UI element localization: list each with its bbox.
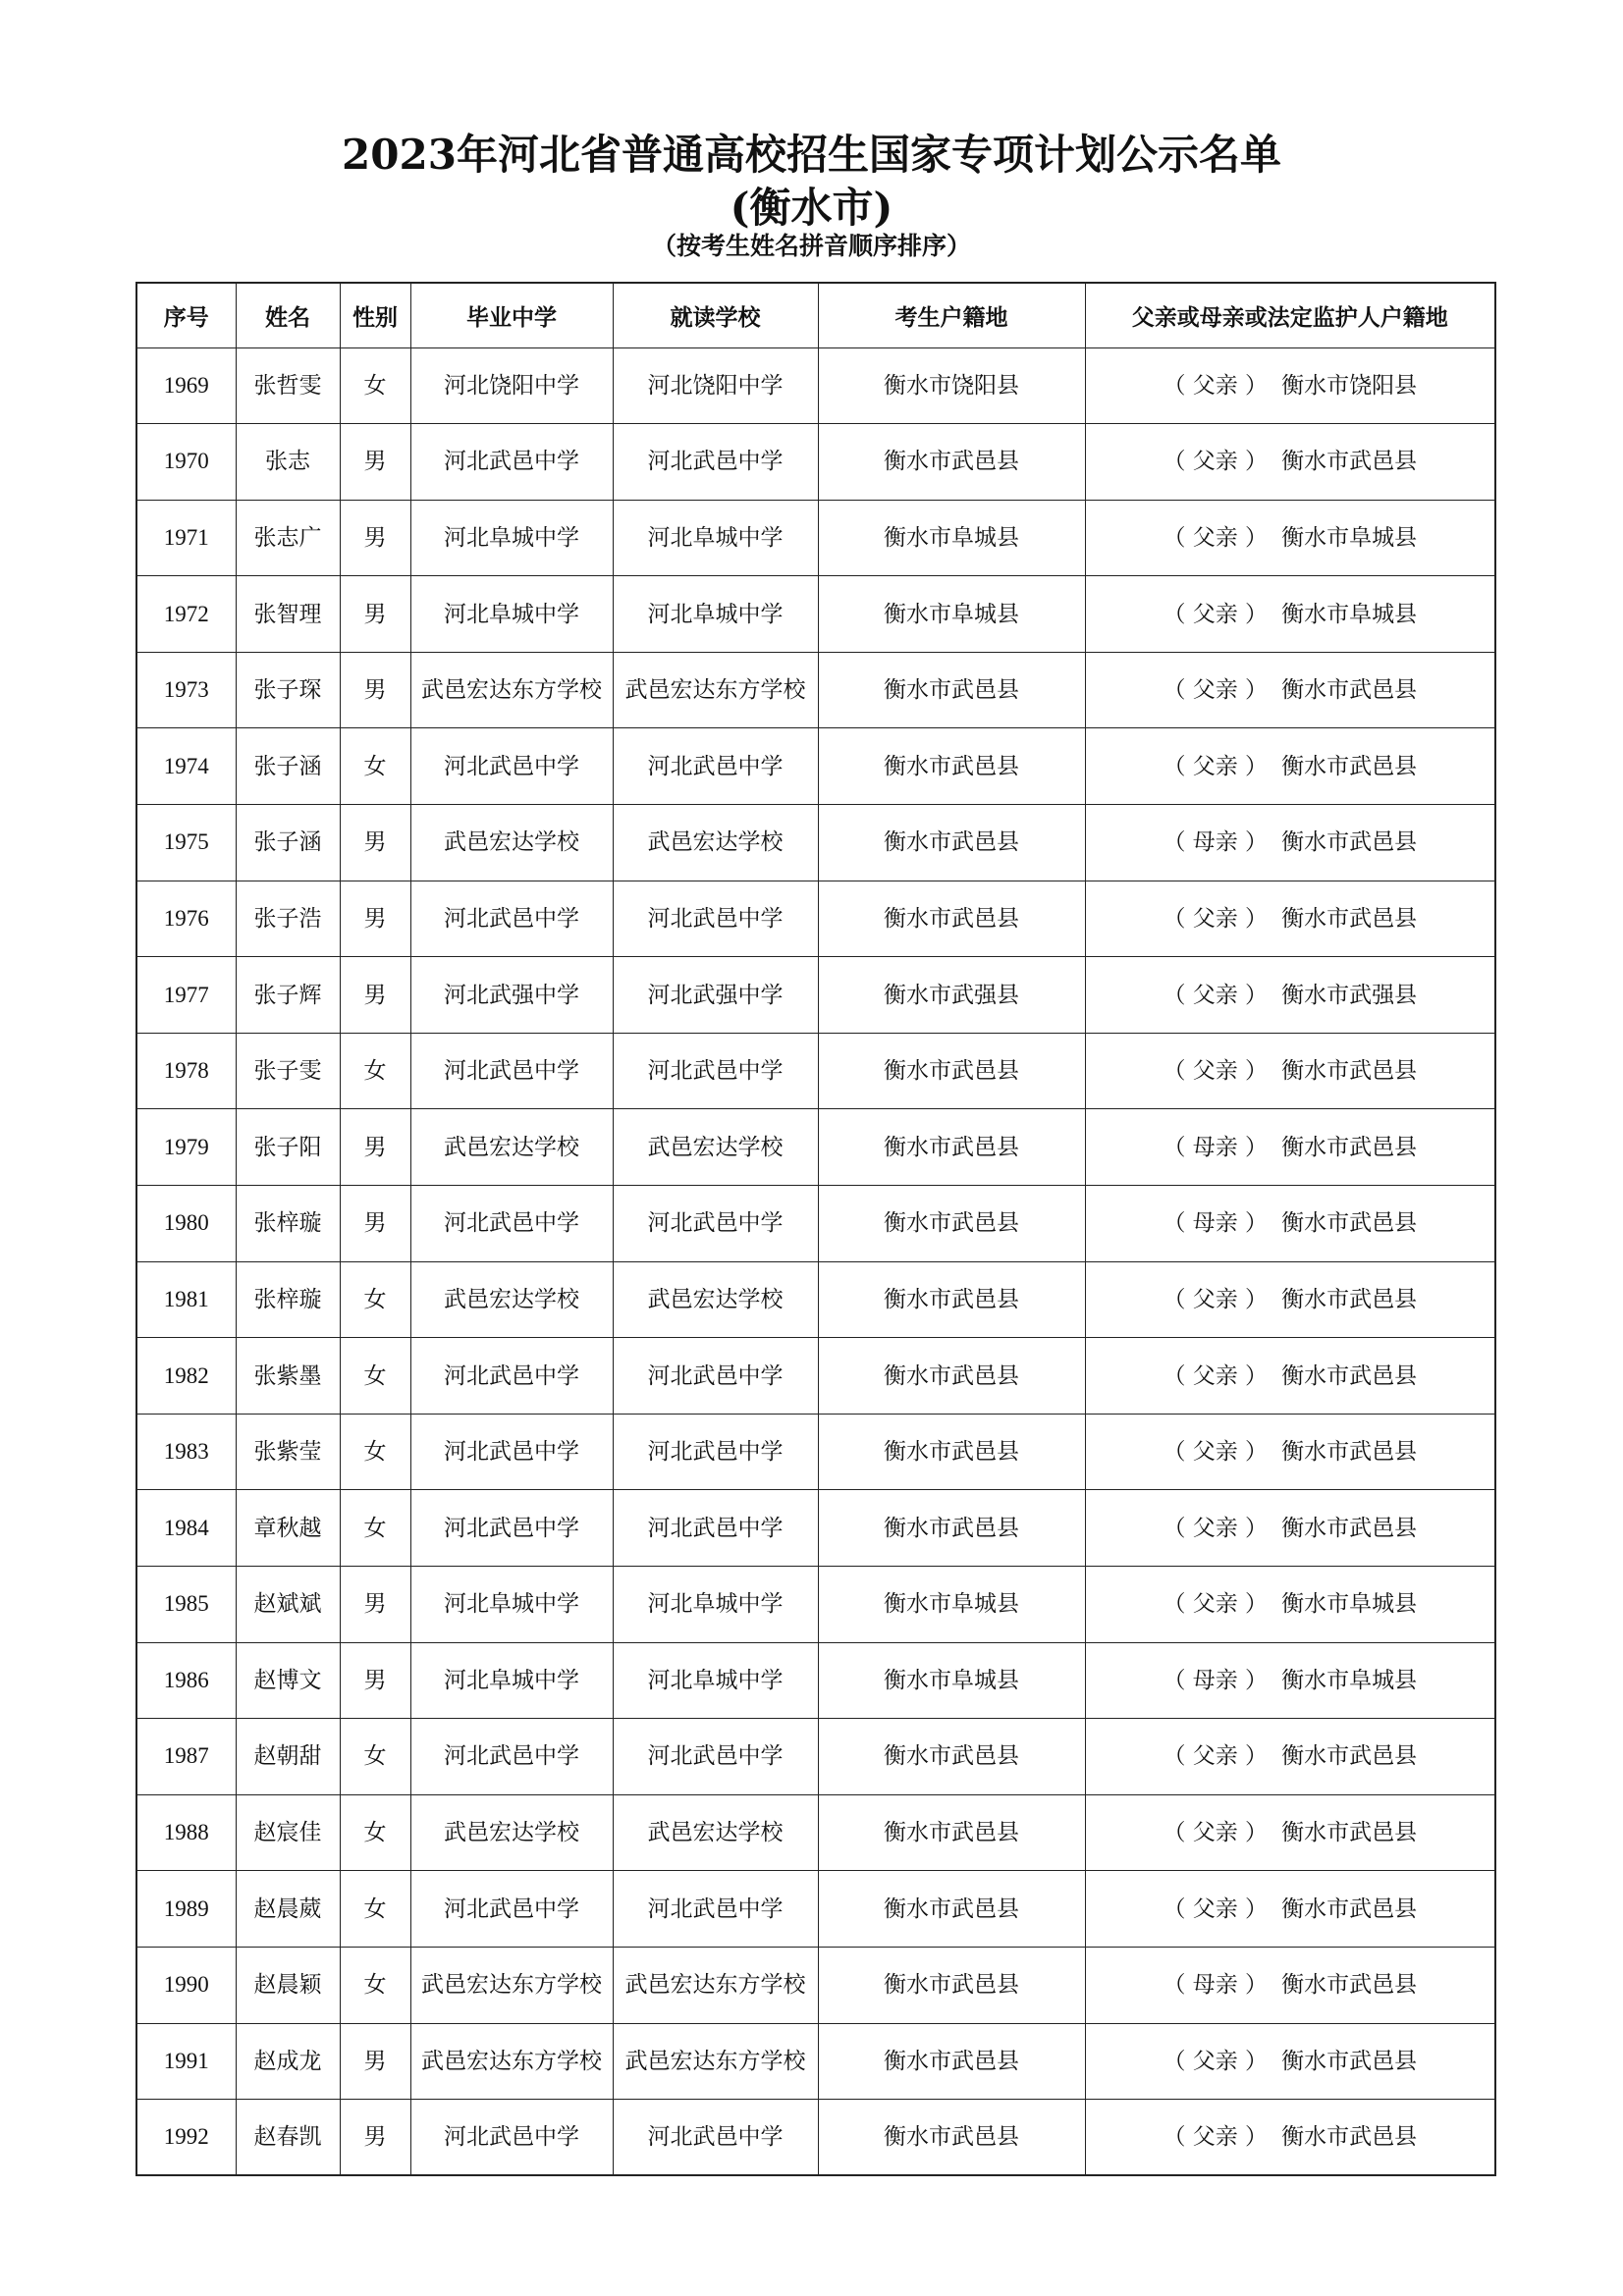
parent-residence-text: 衡水市武邑县 — [1281, 1134, 1418, 1160]
table-row — [136, 576, 1495, 653]
table-row — [136, 1033, 1495, 1109]
cell-gender: 男 — [340, 1109, 410, 1186]
cell-grad-school: 河北武强中学 — [410, 957, 613, 1034]
table-row — [136, 1109, 1495, 1186]
cell-parent-residence — [1085, 1567, 1495, 1643]
cell-residence: 衡水市武邑县 — [818, 2023, 1085, 2100]
cell-study-school: 河北武邑中学 — [613, 1871, 818, 1948]
cell-name: 张子涵 — [236, 728, 340, 805]
cell-parent-residence — [1085, 1414, 1495, 1490]
cell-study-school: 武邑宏达学校 — [613, 1261, 818, 1338]
cell-gender: 男 — [340, 500, 410, 576]
cell-gender: 男 — [340, 2100, 410, 2176]
parent-residence-text: 衡水市阜城县 — [1281, 524, 1418, 551]
document-sort-note: （按考生姓名拼音顺序排序） — [651, 232, 971, 260]
cell-seq: 1987 — [136, 1719, 236, 1795]
parent-relation: （ 父亲 ） — [1163, 2048, 1269, 2074]
cell-study-school: 武邑宏达东方学校 — [613, 2023, 818, 2100]
parent-relation: （ 父亲 ） — [1163, 905, 1269, 932]
table-row — [136, 1261, 1495, 1338]
cell-gender: 女 — [340, 347, 410, 424]
cell-gender: 女 — [340, 1033, 410, 1109]
cell-gender: 男 — [340, 805, 410, 881]
cell-gender: 男 — [340, 576, 410, 653]
parent-relation: （ 父亲 ） — [1163, 1058, 1269, 1085]
cell-seq: 1988 — [136, 1794, 236, 1871]
parent-relation: （ 父亲 ） — [1163, 524, 1269, 551]
table-row — [136, 1642, 1495, 1719]
table-row — [136, 2100, 1495, 2176]
parent-relation: （ 父亲 ） — [1163, 2124, 1269, 2151]
table-row — [136, 347, 1495, 424]
cell-grad-school: 河北武邑中学 — [410, 728, 613, 805]
parent-relation: （ 母亲 ） — [1163, 1667, 1269, 1693]
cell-grad-school: 河北武邑中学 — [410, 881, 613, 957]
cell-residence: 衡水市武邑县 — [818, 805, 1085, 881]
cell-name: 赵朝甜 — [236, 1719, 340, 1795]
parent-residence-text: 衡水市武邑县 — [1281, 1896, 1418, 1922]
table-row — [136, 1719, 1495, 1795]
cell-parent-residence — [1085, 728, 1495, 805]
header-gender: 性别 — [340, 283, 410, 347]
cell-name: 章秋越 — [236, 1490, 340, 1567]
cell-parent-residence — [1085, 1186, 1495, 1262]
cell-seq: 1990 — [136, 1947, 236, 2023]
cell-gender: 男 — [340, 957, 410, 1034]
table-row — [136, 1567, 1495, 1643]
cell-grad-school: 河北武邑中学 — [410, 424, 613, 501]
header-study-school: 就读学校 — [613, 283, 818, 347]
parent-residence-text: 衡水市武邑县 — [1281, 1515, 1418, 1541]
cell-name: 张子琛 — [236, 652, 340, 728]
cell-parent-residence — [1085, 424, 1495, 501]
parent-residence-text: 衡水市阜城县 — [1281, 1667, 1418, 1693]
cell-study-school: 河北武邑中学 — [613, 1186, 818, 1262]
cell-residence: 衡水市武强县 — [818, 957, 1085, 1034]
cell-gender: 男 — [340, 1186, 410, 1262]
table-row — [136, 1794, 1495, 1871]
cell-grad-school: 武邑宏达学校 — [410, 1109, 613, 1186]
cell-residence: 衡水市阜城县 — [818, 576, 1085, 653]
cell-name: 张哲雯 — [236, 347, 340, 424]
cell-gender: 男 — [340, 2023, 410, 2100]
parent-residence-text: 衡水市饶阳县 — [1281, 372, 1418, 399]
table-row — [136, 2023, 1495, 2100]
cell-name: 赵晨葳 — [236, 1871, 340, 1948]
cell-parent-residence — [1085, 1338, 1495, 1415]
cell-name: 赵成龙 — [236, 2023, 340, 2100]
cell-residence: 衡水市武邑县 — [818, 1109, 1085, 1186]
cell-residence: 衡水市武邑县 — [818, 2100, 1085, 2176]
cell-grad-school: 河北饶阳中学 — [410, 347, 613, 424]
table-header-row — [136, 283, 1495, 347]
cell-name: 张梓璇 — [236, 1261, 340, 1338]
parent-relation: （ 父亲 ） — [1163, 1515, 1269, 1541]
cell-residence: 衡水市武邑县 — [818, 881, 1085, 957]
cell-name: 张子浩 — [236, 881, 340, 957]
parent-relation: （ 父亲 ） — [1163, 982, 1269, 1008]
cell-gender: 男 — [340, 881, 410, 957]
cell-seq: 1976 — [136, 881, 236, 957]
parent-relation: （ 父亲 ） — [1163, 601, 1269, 627]
cell-parent-residence — [1085, 2023, 1495, 2100]
parent-relation: （ 父亲 ） — [1163, 1591, 1269, 1618]
document-subtitle-city: (衡水市) — [730, 184, 893, 232]
cell-seq: 1981 — [136, 1261, 236, 1338]
cell-grad-school: 武邑宏达学校 — [410, 1794, 613, 1871]
cell-gender: 女 — [340, 1414, 410, 1490]
cell-study-school: 河北饶阳中学 — [613, 347, 818, 424]
parent-residence-text: 衡水市武邑县 — [1281, 1286, 1418, 1312]
cell-seq: 1982 — [136, 1338, 236, 1415]
cell-residence: 衡水市武邑县 — [818, 1490, 1085, 1567]
cell-residence: 衡水市武邑县 — [818, 1947, 1085, 2023]
cell-grad-school: 河北武邑中学 — [410, 1490, 613, 1567]
cell-parent-residence — [1085, 957, 1495, 1034]
cell-seq: 1986 — [136, 1642, 236, 1719]
parent-relation: （ 父亲 ） — [1163, 1439, 1269, 1466]
cell-gender: 男 — [340, 652, 410, 728]
cell-parent-residence — [1085, 1719, 1495, 1795]
table-row — [136, 805, 1495, 881]
parent-residence-text: 衡水市阜城县 — [1281, 1591, 1418, 1618]
table-row — [136, 1947, 1495, 2023]
table-row — [136, 1414, 1495, 1490]
cell-gender: 男 — [340, 1567, 410, 1643]
cell-study-school: 河北阜城中学 — [613, 1642, 818, 1719]
cell-parent-residence — [1085, 576, 1495, 653]
parent-relation: （ 父亲 ） — [1163, 1820, 1269, 1846]
header-parent-residence: 父亲或母亲或法定监护人户籍地 — [1085, 283, 1495, 347]
cell-gender: 男 — [340, 424, 410, 501]
parent-residence-text: 衡水市武邑县 — [1281, 2048, 1418, 2074]
cell-gender: 女 — [340, 1947, 410, 2023]
cell-gender: 女 — [340, 1871, 410, 1948]
table-row — [136, 728, 1495, 805]
cell-name: 张紫墨 — [236, 1338, 340, 1415]
cell-name: 张子辉 — [236, 957, 340, 1034]
cell-grad-school: 河北武邑中学 — [410, 2100, 613, 2176]
cell-gender: 女 — [340, 728, 410, 805]
cell-study-school: 武邑宏达东方学校 — [613, 652, 818, 728]
parent-residence-text: 衡水市武邑县 — [1281, 449, 1418, 475]
cell-residence: 衡水市武邑县 — [818, 652, 1085, 728]
table-row — [136, 1186, 1495, 1262]
table-row — [136, 1490, 1495, 1567]
cell-name: 张子涵 — [236, 805, 340, 881]
parent-residence-text: 衡水市武邑县 — [1281, 1743, 1418, 1770]
parent-relation: （ 父亲 ） — [1163, 1743, 1269, 1770]
cell-seq: 1972 — [136, 576, 236, 653]
cell-study-school: 河北阜城中学 — [613, 576, 818, 653]
parent-relation: （ 父亲 ） — [1163, 753, 1269, 779]
cell-study-school: 河北武邑中学 — [613, 728, 818, 805]
cell-name: 张志 — [236, 424, 340, 501]
cell-residence: 衡水市武邑县 — [818, 1338, 1085, 1415]
cell-seq: 1980 — [136, 1186, 236, 1262]
cell-residence: 衡水市武邑县 — [818, 424, 1085, 501]
cell-gender: 女 — [340, 1490, 410, 1567]
parent-residence-text: 衡水市武邑县 — [1281, 2124, 1418, 2151]
cell-residence: 衡水市阜城县 — [818, 1642, 1085, 1719]
parent-relation: （ 母亲 ） — [1163, 1210, 1269, 1237]
parent-residence-text: 衡水市武邑县 — [1281, 1058, 1418, 1085]
header-seq: 序号 — [136, 283, 236, 347]
parent-residence-text: 衡水市武邑县 — [1281, 753, 1418, 779]
cell-residence: 衡水市武邑县 — [818, 1719, 1085, 1795]
table-body — [136, 347, 1495, 2175]
cell-gender: 女 — [340, 1261, 410, 1338]
cell-seq: 1974 — [136, 728, 236, 805]
parent-relation: （ 母亲 ） — [1163, 1972, 1269, 1999]
cell-seq: 1971 — [136, 500, 236, 576]
cell-name: 赵博文 — [236, 1642, 340, 1719]
cell-grad-school: 河北阜城中学 — [410, 500, 613, 576]
cell-residence: 衡水市饶阳县 — [818, 347, 1085, 424]
cell-seq: 1977 — [136, 957, 236, 1034]
parent-relation: （ 父亲 ） — [1163, 449, 1269, 475]
cell-grad-school: 武邑宏达学校 — [410, 1261, 613, 1338]
cell-residence: 衡水市武邑县 — [818, 1261, 1085, 1338]
cell-name: 赵春凯 — [236, 2100, 340, 2176]
cell-parent-residence — [1085, 1033, 1495, 1109]
cell-residence: 衡水市阜城县 — [818, 500, 1085, 576]
cell-study-school: 武邑宏达东方学校 — [613, 1947, 818, 2023]
cell-seq: 1992 — [136, 2100, 236, 2176]
cell-study-school: 河北武强中学 — [613, 957, 818, 1034]
cell-seq: 1985 — [136, 1567, 236, 1643]
cell-seq: 1978 — [136, 1033, 236, 1109]
table-row — [136, 652, 1495, 728]
table-row — [136, 500, 1495, 576]
cell-residence: 衡水市武邑县 — [818, 1033, 1085, 1109]
table-row — [136, 1338, 1495, 1415]
cell-parent-residence — [1085, 652, 1495, 728]
cell-grad-school: 河北武邑中学 — [410, 1033, 613, 1109]
cell-seq: 1989 — [136, 1871, 236, 1948]
cell-gender: 女 — [340, 1794, 410, 1871]
cell-grad-school: 河北武邑中学 — [410, 1338, 613, 1415]
cell-grad-school: 武邑宏达学校 — [410, 805, 613, 881]
cell-seq: 1969 — [136, 347, 236, 424]
cell-name: 赵宸佳 — [236, 1794, 340, 1871]
cell-parent-residence — [1085, 1871, 1495, 1948]
cell-parent-residence — [1085, 1109, 1495, 1186]
cell-gender: 男 — [340, 1642, 410, 1719]
cell-seq: 1984 — [136, 1490, 236, 1567]
header-residence: 考生户籍地 — [818, 283, 1085, 347]
cell-grad-school: 河北阜城中学 — [410, 1642, 613, 1719]
parent-relation: （ 母亲 ） — [1163, 829, 1269, 856]
cell-study-school: 河北阜城中学 — [613, 500, 818, 576]
cell-grad-school: 武邑宏达东方学校 — [410, 2023, 613, 2100]
parent-residence-text: 衡水市武邑县 — [1281, 1972, 1418, 1999]
cell-parent-residence — [1085, 500, 1495, 576]
cell-seq: 1973 — [136, 652, 236, 728]
cell-grad-school: 武邑宏达东方学校 — [410, 652, 613, 728]
document-title: 2023年河北省普通高校招生国家专项计划公示名单 — [342, 131, 1281, 179]
parent-relation: （ 父亲 ） — [1163, 1896, 1269, 1922]
cell-name: 张紫莹 — [236, 1414, 340, 1490]
cell-seq: 1979 — [136, 1109, 236, 1186]
parent-relation: （ 父亲 ） — [1163, 1286, 1269, 1312]
cell-seq: 1975 — [136, 805, 236, 881]
cell-name: 赵晨颖 — [236, 1947, 340, 2023]
cell-parent-residence — [1085, 1490, 1495, 1567]
parent-residence-text: 衡水市武邑县 — [1281, 677, 1418, 704]
cell-study-school: 河北阜城中学 — [613, 1567, 818, 1643]
parent-residence-text: 衡水市武邑县 — [1281, 1362, 1418, 1389]
cell-parent-residence — [1085, 1261, 1495, 1338]
cell-grad-school: 河北武邑中学 — [410, 1871, 613, 1948]
cell-grad-school: 武邑宏达东方学校 — [410, 1947, 613, 2023]
cell-parent-residence — [1085, 881, 1495, 957]
cell-parent-residence — [1085, 347, 1495, 424]
cell-seq: 1970 — [136, 424, 236, 501]
parent-residence-text: 衡水市武邑县 — [1281, 1439, 1418, 1466]
cell-residence: 衡水市阜城县 — [818, 1567, 1085, 1643]
cell-study-school: 河北武邑中学 — [613, 1719, 818, 1795]
cell-residence: 衡水市武邑县 — [818, 728, 1085, 805]
header-grad-school: 毕业中学 — [410, 283, 613, 347]
cell-gender: 女 — [340, 1338, 410, 1415]
cell-grad-school: 河北阜城中学 — [410, 576, 613, 653]
parent-residence-text: 衡水市武邑县 — [1281, 1820, 1418, 1846]
cell-grad-school: 河北武邑中学 — [410, 1186, 613, 1262]
cell-gender: 女 — [340, 1719, 410, 1795]
cell-grad-school: 河北武邑中学 — [410, 1414, 613, 1490]
cell-parent-residence — [1085, 1947, 1495, 2023]
cell-parent-residence — [1085, 1642, 1495, 1719]
cell-study-school: 武邑宏达学校 — [613, 805, 818, 881]
cell-parent-residence — [1085, 805, 1495, 881]
cell-residence: 衡水市武邑县 — [818, 1414, 1085, 1490]
table-row — [136, 957, 1495, 1034]
cell-grad-school: 河北武邑中学 — [410, 1719, 613, 1795]
table-row — [136, 1871, 1495, 1948]
header-name: 姓名 — [236, 283, 340, 347]
parent-residence-text: 衡水市武邑县 — [1281, 1210, 1418, 1237]
parent-residence-text: 衡水市武邑县 — [1281, 905, 1418, 932]
cell-name: 张智理 — [236, 576, 340, 653]
cell-study-school: 河北武邑中学 — [613, 1338, 818, 1415]
cell-parent-residence — [1085, 1794, 1495, 1871]
parent-residence-text: 衡水市武强县 — [1281, 982, 1418, 1008]
cell-residence: 衡水市武邑县 — [818, 1794, 1085, 1871]
cell-name: 赵斌斌 — [236, 1567, 340, 1643]
roster-table — [135, 282, 1496, 2176]
parent-residence-text: 衡水市阜城县 — [1281, 601, 1418, 627]
cell-name: 张子阳 — [236, 1109, 340, 1186]
cell-study-school: 河北武邑中学 — [613, 881, 818, 957]
cell-residence: 衡水市武邑县 — [818, 1871, 1085, 1948]
table-row — [136, 881, 1495, 957]
cell-study-school: 河北武邑中学 — [613, 1490, 818, 1567]
cell-name: 张志广 — [236, 500, 340, 576]
cell-study-school: 河北武邑中学 — [613, 424, 818, 501]
cell-study-school: 河北武邑中学 — [613, 2100, 818, 2176]
cell-study-school: 武邑宏达学校 — [613, 1109, 818, 1186]
cell-study-school: 河北武邑中学 — [613, 1414, 818, 1490]
cell-parent-residence — [1085, 2100, 1495, 2176]
cell-name: 张子雯 — [236, 1033, 340, 1109]
cell-study-school: 河北武邑中学 — [613, 1033, 818, 1109]
parent-relation: （ 母亲 ） — [1163, 1134, 1269, 1160]
cell-name: 张梓璇 — [236, 1186, 340, 1262]
parent-relation: （ 父亲 ） — [1163, 1362, 1269, 1389]
cell-residence: 衡水市武邑县 — [818, 1186, 1085, 1262]
table-row — [136, 424, 1495, 501]
parent-relation: （ 父亲 ） — [1163, 677, 1269, 704]
parent-residence-text: 衡水市武邑县 — [1281, 829, 1418, 856]
cell-study-school: 武邑宏达学校 — [613, 1794, 818, 1871]
parent-relation: （ 父亲 ） — [1163, 372, 1269, 399]
cell-seq: 1991 — [136, 2023, 236, 2100]
cell-grad-school: 河北阜城中学 — [410, 1567, 613, 1643]
cell-seq: 1983 — [136, 1414, 236, 1490]
